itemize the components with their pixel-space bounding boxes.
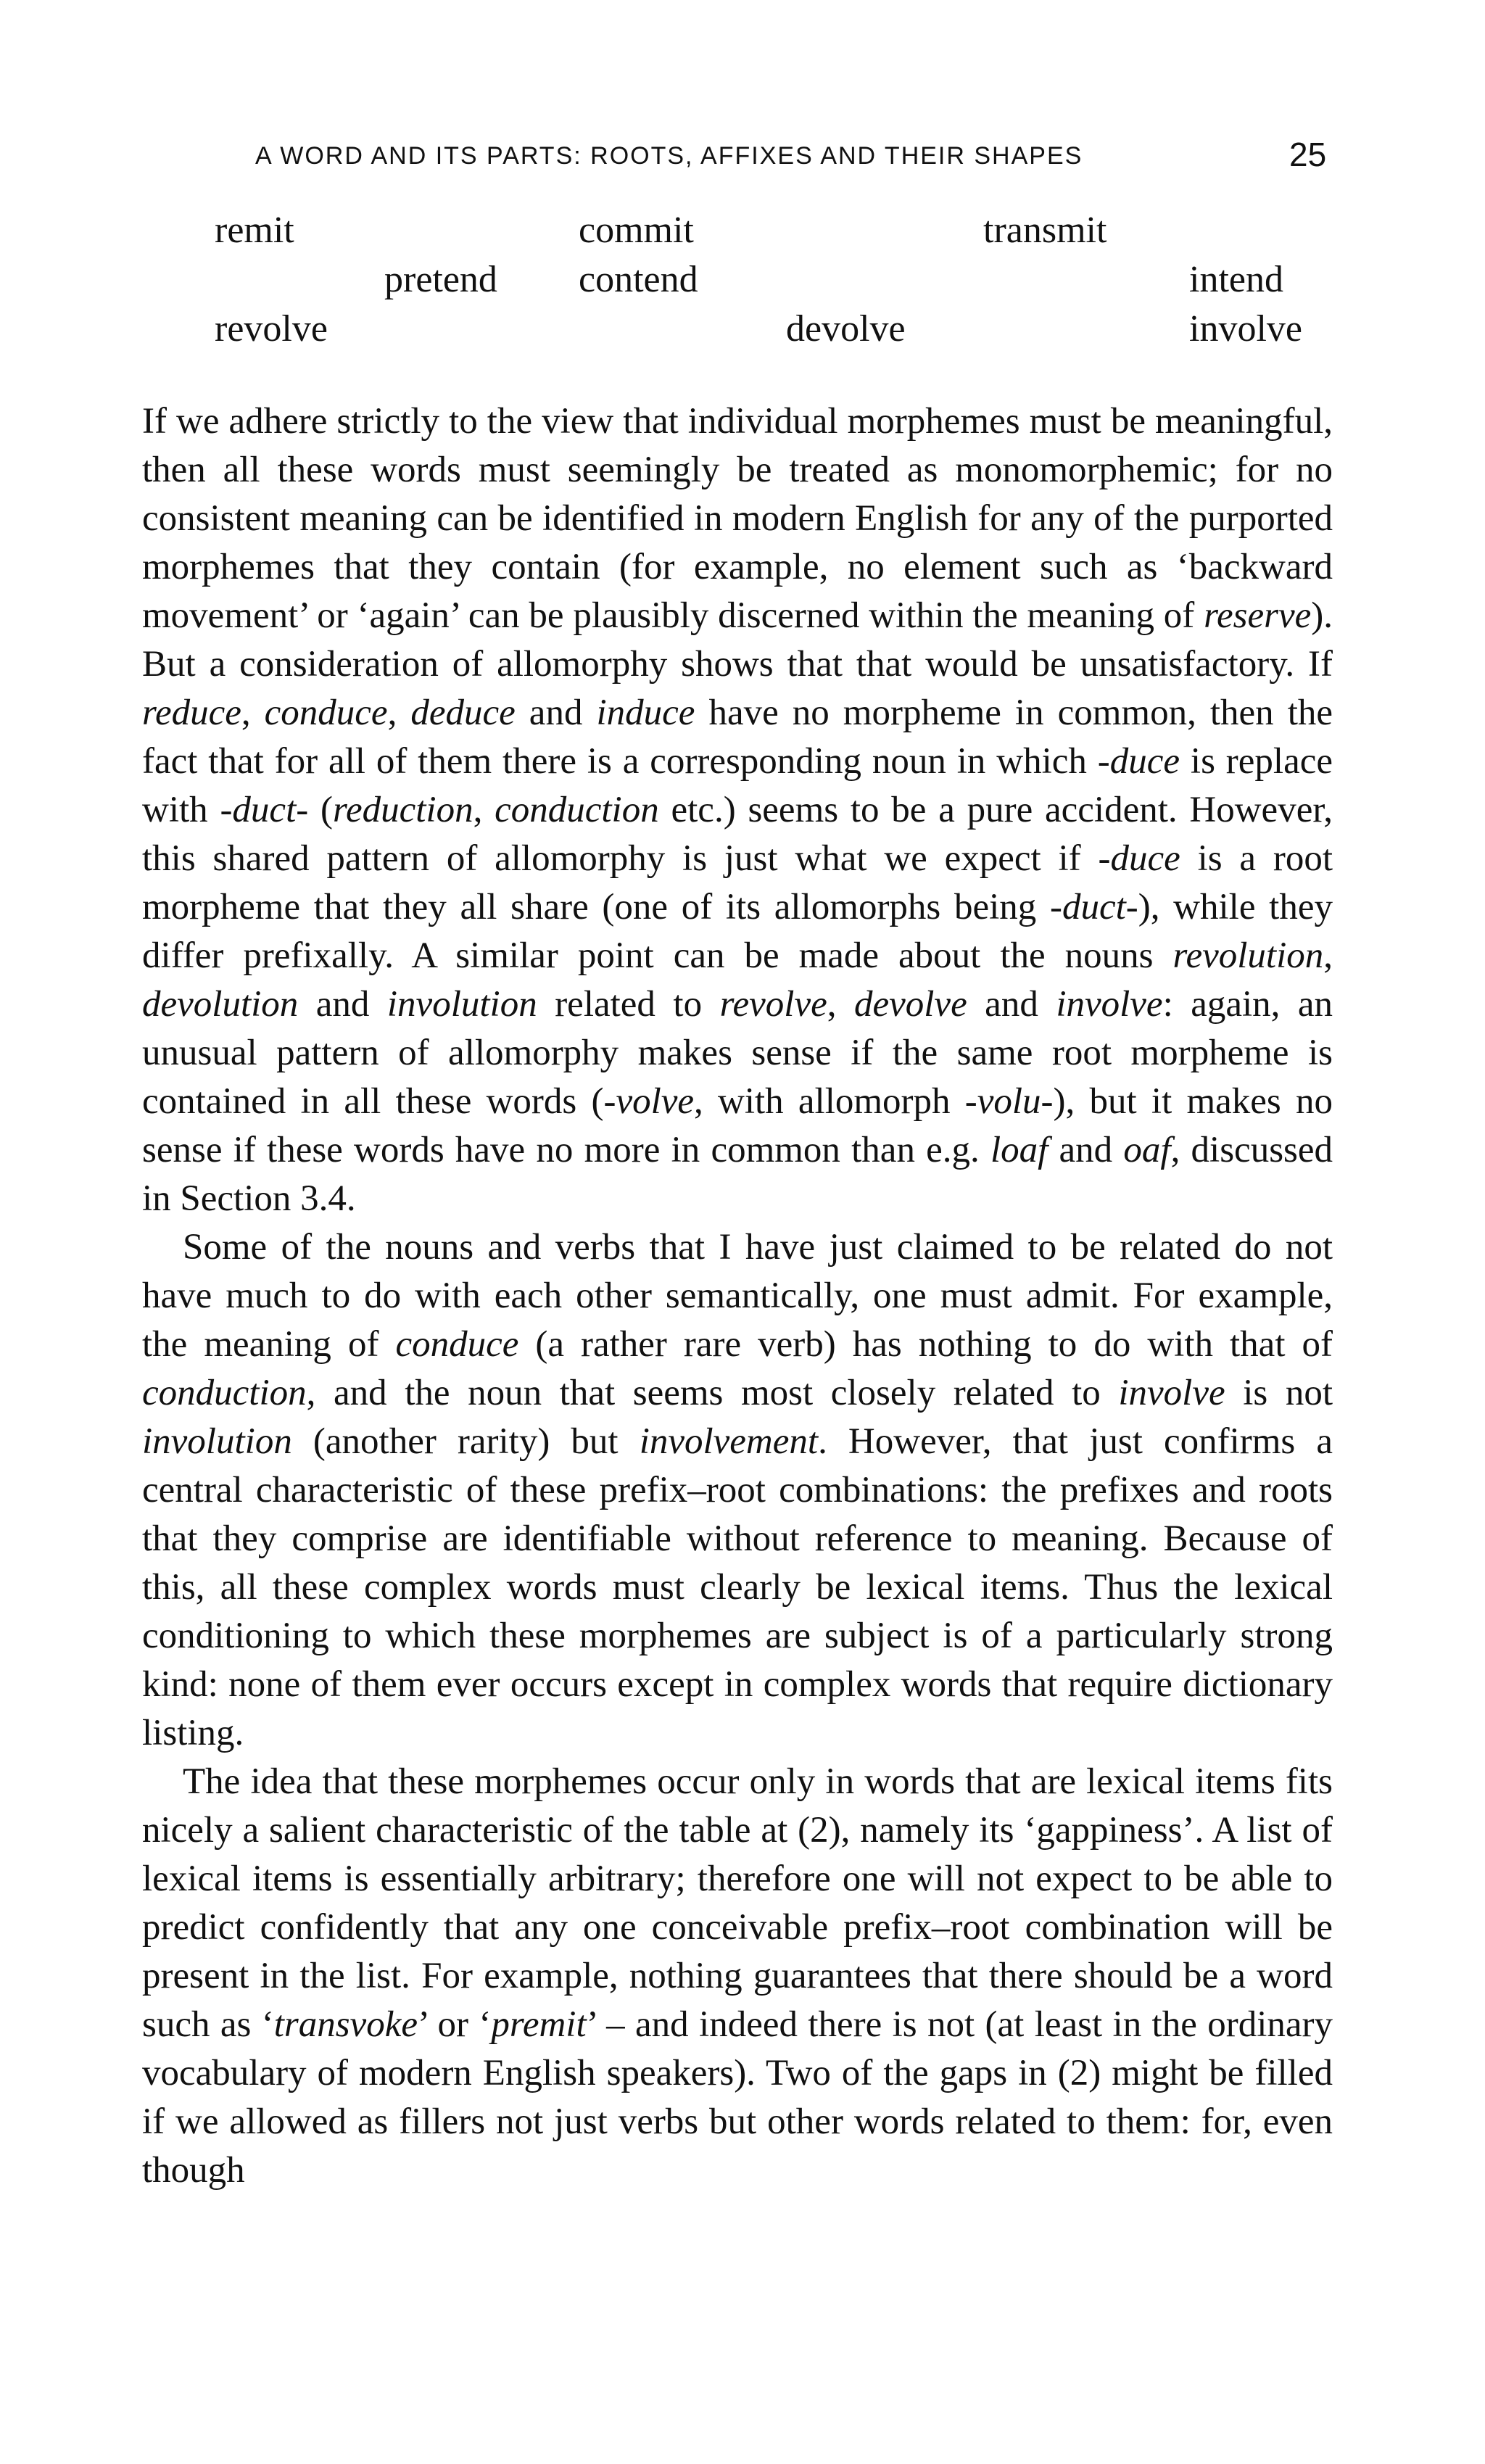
text-run: ,	[241, 693, 265, 733]
italic-term: -volve	[603, 1081, 695, 1122]
text-run: If we adhere strictly to the view that individual morphemes must be meaningful, then all these words must seemingly be treated as monomorphemic; for no consistent meaning can be identified in modern English for any of the purported morphemes that they contain (for example, no element such as ‘backward movement’ or ‘again’ can be plausibly discerned within the meaning of	[142, 401, 1333, 636]
text-run: ,	[473, 790, 495, 830]
text-run: ,	[1323, 935, 1333, 976]
text-run: is replace with	[142, 741, 1333, 830]
italic-term: reduction	[333, 790, 473, 830]
italic-term: devolve	[853, 984, 967, 1025]
italic-term: reduce	[142, 693, 241, 733]
text-run: and	[967, 984, 1056, 1025]
text-run: (a rather rare verb) has nothing to do with that of	[518, 1324, 1333, 1365]
italic-term: conduce	[264, 693, 388, 733]
table-word: involve	[1189, 308, 1302, 350]
table-word: intend	[1189, 259, 1283, 300]
italic-term: deduce	[410, 693, 516, 733]
text-run: ,	[827, 984, 854, 1025]
text-run: Some of the nouns and verbs that I have just claimed to be related do not have much to do with each other semantically, one must admit. For example, the meaning of	[142, 1227, 1333, 1365]
table-word: remit	[215, 210, 294, 251]
text-run: and	[1048, 1130, 1124, 1170]
italic-term: devolution	[142, 984, 299, 1025]
italic-term: reserve	[1204, 595, 1312, 636]
table-word: transmit	[983, 210, 1107, 251]
italic-term: -duct-	[220, 790, 309, 830]
text-run: . However, that just confirms a central characteristic of these prefix–root combinations: the prefixes and roots that they comprise are identifiable without reference to meaning. Because of this, all these complex words must clearly be lexical items. Thus the lexical conditioning to which these morphemes are subject is of a particularly strong kind: none of them ever occurs except in complex words that require dictionary listing.	[142, 1421, 1333, 1753]
italic-term: oaf	[1123, 1130, 1171, 1170]
text-run: have no morpheme in common, then the fact that for all of them there is a corresponding noun in which	[142, 693, 1333, 782]
text-run: , with allomorph	[694, 1081, 965, 1122]
text-run: ). But a consideration of allomorphy shows that that would be unsatisfactory. If	[142, 595, 1333, 685]
text-run: is not	[1225, 1373, 1333, 1413]
text-run: and	[515, 693, 597, 733]
text-run: (	[308, 790, 333, 830]
running-head: A WORD AND ITS PARTS: ROOTS, AFFIXES AND THEIR SHAPES	[255, 142, 1083, 170]
italic-term: conduction	[495, 790, 659, 830]
table-word: devolve	[786, 308, 906, 350]
italic-term: involution	[142, 1421, 292, 1462]
paragraph	[142, 397, 1333, 1223]
table-word: revolve	[215, 308, 328, 350]
text-run: , discussed in Section 3.4.	[142, 1130, 1333, 1219]
text-run: (another rarity) but	[291, 1421, 640, 1462]
table-word: commit	[579, 210, 694, 251]
italic-term: -duce	[1098, 838, 1180, 879]
italic-term: involvement	[639, 1421, 819, 1462]
italic-term: revolution	[1172, 935, 1324, 976]
text-run: etc.) seems to be a pure accident. However, this shared pattern of allomorphy is just what we expect if	[142, 790, 1333, 879]
italic-term: conduce	[395, 1324, 519, 1365]
text-run: ), but it makes no sense if these words have no more in common than e.g.	[142, 1081, 1333, 1170]
italic-term: loaf	[990, 1130, 1048, 1170]
text-run: ’ – and indeed there is not (at least in the ordinary vocabulary of modern English speakers). Two of the gaps in (2) might be filled if we allowed as fillers not just verbs but other words related to them: for, even though	[142, 2004, 1333, 2191]
italic-term: conduction	[142, 1373, 307, 1413]
italic-term: revolve	[719, 984, 827, 1025]
text-run: : again, an unusual pattern of allomorphy makes sense if the same root morpheme is contained in all these words (	[142, 984, 1333, 1122]
text-run: is a root morpheme that they all share (one of its allomorphs being	[142, 838, 1333, 927]
table-word: contend	[579, 259, 698, 300]
paragraph	[142, 1223, 1333, 1758]
table-word: pretend	[384, 259, 497, 300]
text-run: The idea that these morphemes occur only in words that are lexical items fits nicely a salient characteristic of the table at (2), namely its ‘gappiness’. A list of lexical items is essentially arbitrary; therefore one will not expect to be able to predict confidently that any one conceivable prefix–root combination will be present in the list. For example, nothing guarantees that there should be a word such as ‘	[142, 1761, 1333, 2045]
text-run: ), while they differ prefixally. A similar point can be made about the nouns	[142, 887, 1333, 976]
italic-term: involution	[386, 984, 537, 1025]
text-run: , and the noun that seems most closely related to	[306, 1373, 1119, 1413]
text-run: related to	[537, 984, 720, 1025]
italic-term: transvoke	[273, 2004, 418, 2045]
italic-term: induce	[596, 693, 695, 733]
text-run: ,	[387, 693, 411, 733]
italic-term: -volu-	[964, 1081, 1054, 1122]
italic-term: -duct-	[1049, 887, 1138, 927]
italic-term: involve	[1118, 1373, 1225, 1413]
italic-term: -duce	[1097, 741, 1180, 782]
page-number: 25	[1289, 136, 1327, 173]
text-run: and	[298, 984, 387, 1025]
paragraph	[142, 1758, 1333, 2195]
italic-term: premit	[491, 2004, 587, 2045]
italic-term: involve	[1056, 984, 1163, 1025]
body-text	[142, 397, 1333, 2195]
text-run: ’ or ‘	[417, 2004, 492, 2045]
